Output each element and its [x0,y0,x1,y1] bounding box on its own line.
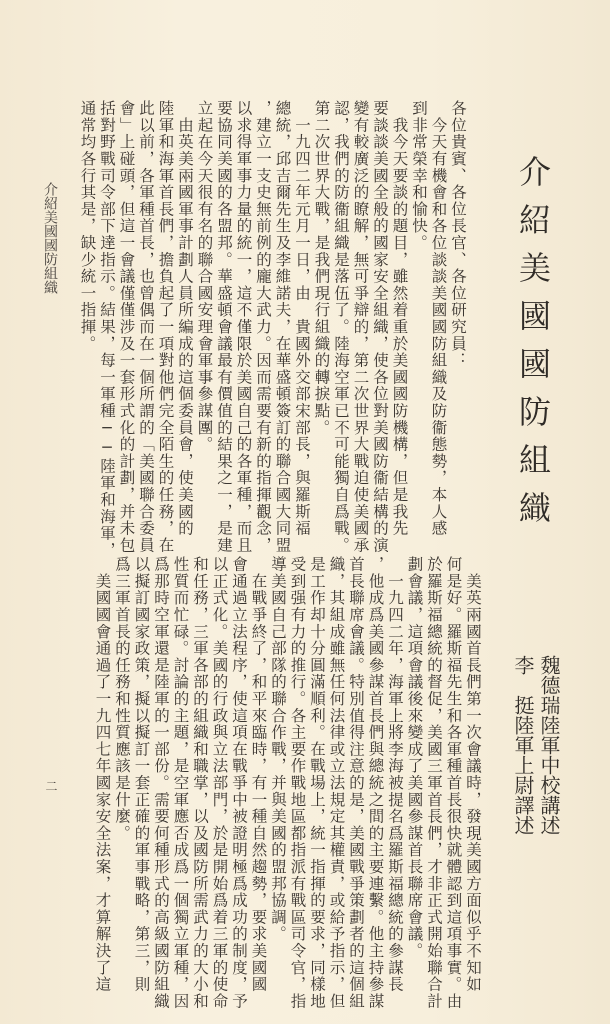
upper-column-11: ，建立一支史無前例的龐大武力。因而需要有新的指揮觀念， [254,100,272,554]
upper-column-6: 變有較廣泛的瞭解，無可爭辯的，第二次世界大戰迫使美國承 [351,100,370,554]
lower-column-9: 是工作却十分圓滿順利。在戰場上，統一指揮的要求，同樣地 [308,556,326,1010]
upper-column-8: 第二次世界大戰，是我們現行組織的轉捩點。 [312,100,331,436]
lower-column-14: 以正式化。美國的行政與立法部門，於是開始爲着三軍的使命 [210,556,229,1010]
lower-column-2: 何是好。羅斯福先生和各軍種首長很快就體認到這項事實。由 [444,556,463,1010]
lower-column-17: 爲那時空軍還是陸軍的一部份。需要何種形式的高級國防組織 [152,556,170,1010]
upper-column-4: 我今天要談的題目，雖然着重於美國國防機構，但是我先 [390,100,409,537]
lower-column-6: ，他成爲美國參謀首長們與總統之間的主要連繫。他主持參謀 [366,556,385,1010]
lower-column-10: 受到强有力的推行。各主要作戰地區都指派有戰區司令官，指 [288,556,307,1010]
upper-column-7: 認，我們的防衞組織是落伍了。陸海空軍已不可能獨自爲戰。 [332,100,350,554]
lower-column-5: 一九四二年，海軍上將李海被提名爲羅斯福總統的參謀長 [386,556,404,993]
lower-column-20: 美國國會通過了一九四七年國家安全法案，才算解決了這 [93,556,112,993]
lower-column-7: 首長聯席會議。特別值得注意的是，美國戰爭策劃者的這個組 [347,556,365,1010]
upper-column-14: 立起在今天很有名的聯合國安理會軍事參謀團。 [195,100,214,453]
lower-column-16: 性質而忙碌。討論的主題，是空軍應否成爲一個獨立軍種，因 [171,556,190,1010]
lower-column-8: 織，其組成雖無任何法律或立法規定其權責，或給予指示，但 [327,556,346,1010]
lower-column-1: 美英兩國首長們第一次會議時，發現美國方面似乎不知如 [464,556,482,993]
upper-column-12: 以求得軍事力量的統一，這不僅限於美國自己的各軍種，而且 [234,100,253,554]
article-title: 介紹美國國防組織 [514,155,552,539]
upper-column-3: 到非常榮幸和愉快。 [410,100,428,252]
lower-column-11: 導美國自己部隊的聯合作戰，并與美國的盟邦協調。 [269,556,287,943]
author-line-1: 魏德瑞陸軍中校講述 [537,655,561,835]
upper-column-9: 一九四二年元月一日，由 貴國外交部宋部長，與羅斯福 [293,100,311,537]
lower-column-3: 於羅斯福總統的督促，美國三軍首長們，才非正式開始聯合計 [425,556,443,1010]
page-number: 二 [44,780,58,792]
upper-column-18: 會」上碰頭，但這一會議僅僅涉及一套形式化的計劃，并未包 [117,100,136,554]
upper-column-2: 今天有機會和各位談談美國國防組織及防衞態勢，本人感 [429,100,448,537]
lower-column-4: 劃會議，這項會議後來變成了美國參謀首長聯席會議。 [405,556,424,960]
lower-column-19: 爲三軍首長的任務和性質應該是什麼。 [113,556,131,842]
upper-column-19: 括對野戰司令部下達指示。結果，每一軍種──陸軍和海軍， [98,100,116,559]
upper-column-13: 要協同美國的各盟邦。華盛頓會議最有價值的結果之一，是建 [215,100,233,554]
lower-column-15: 和任務，三軍各部的組織和職掌，以及國防所需武力的大小和 [191,556,209,1010]
running-title: 介紹美國國防組織 [42,182,58,294]
upper-column-20: 通常均各行其是，缺少統一指揮。 [78,100,97,352]
author-line-2: 李 挺陸軍上尉譯述 [511,655,535,835]
upper-column-10: 總統，邱吉爾先生及李維諾夫，在華盛頓簽訂的聯合國大同盟 [273,100,292,554]
upper-column-5: 要談談美國全般的國家安全組織，使各位對美國防衞結構的演 [371,100,389,554]
lower-column-18: 以擬訂國家政策，擬以擬訂一套正確的軍事戰略，第三，則 [132,556,151,993]
upper-column-16: 陸軍和海軍首長們，擔負起了一項對他們完全陌生的任務，在 [156,100,175,554]
lower-column-12: 在戰爭終了，和平來臨時，有一種自然趨勢，要求美國國 [249,556,268,993]
upper-column-15: 由英美兩國軍事計劃人員所編成的這個委員會，使美國的 [176,100,194,537]
upper-column-1: 各位貴賓、各位長官、各位研究員： [449,100,467,369]
upper-column-17: 此以前，各軍種首長，也曾偶而在一個所謂的「美國聯合委員 [137,100,155,554]
lower-column-13: 會通過立法程序，使這項在戰爭中被證明極爲成功的制度，予 [230,556,248,1010]
